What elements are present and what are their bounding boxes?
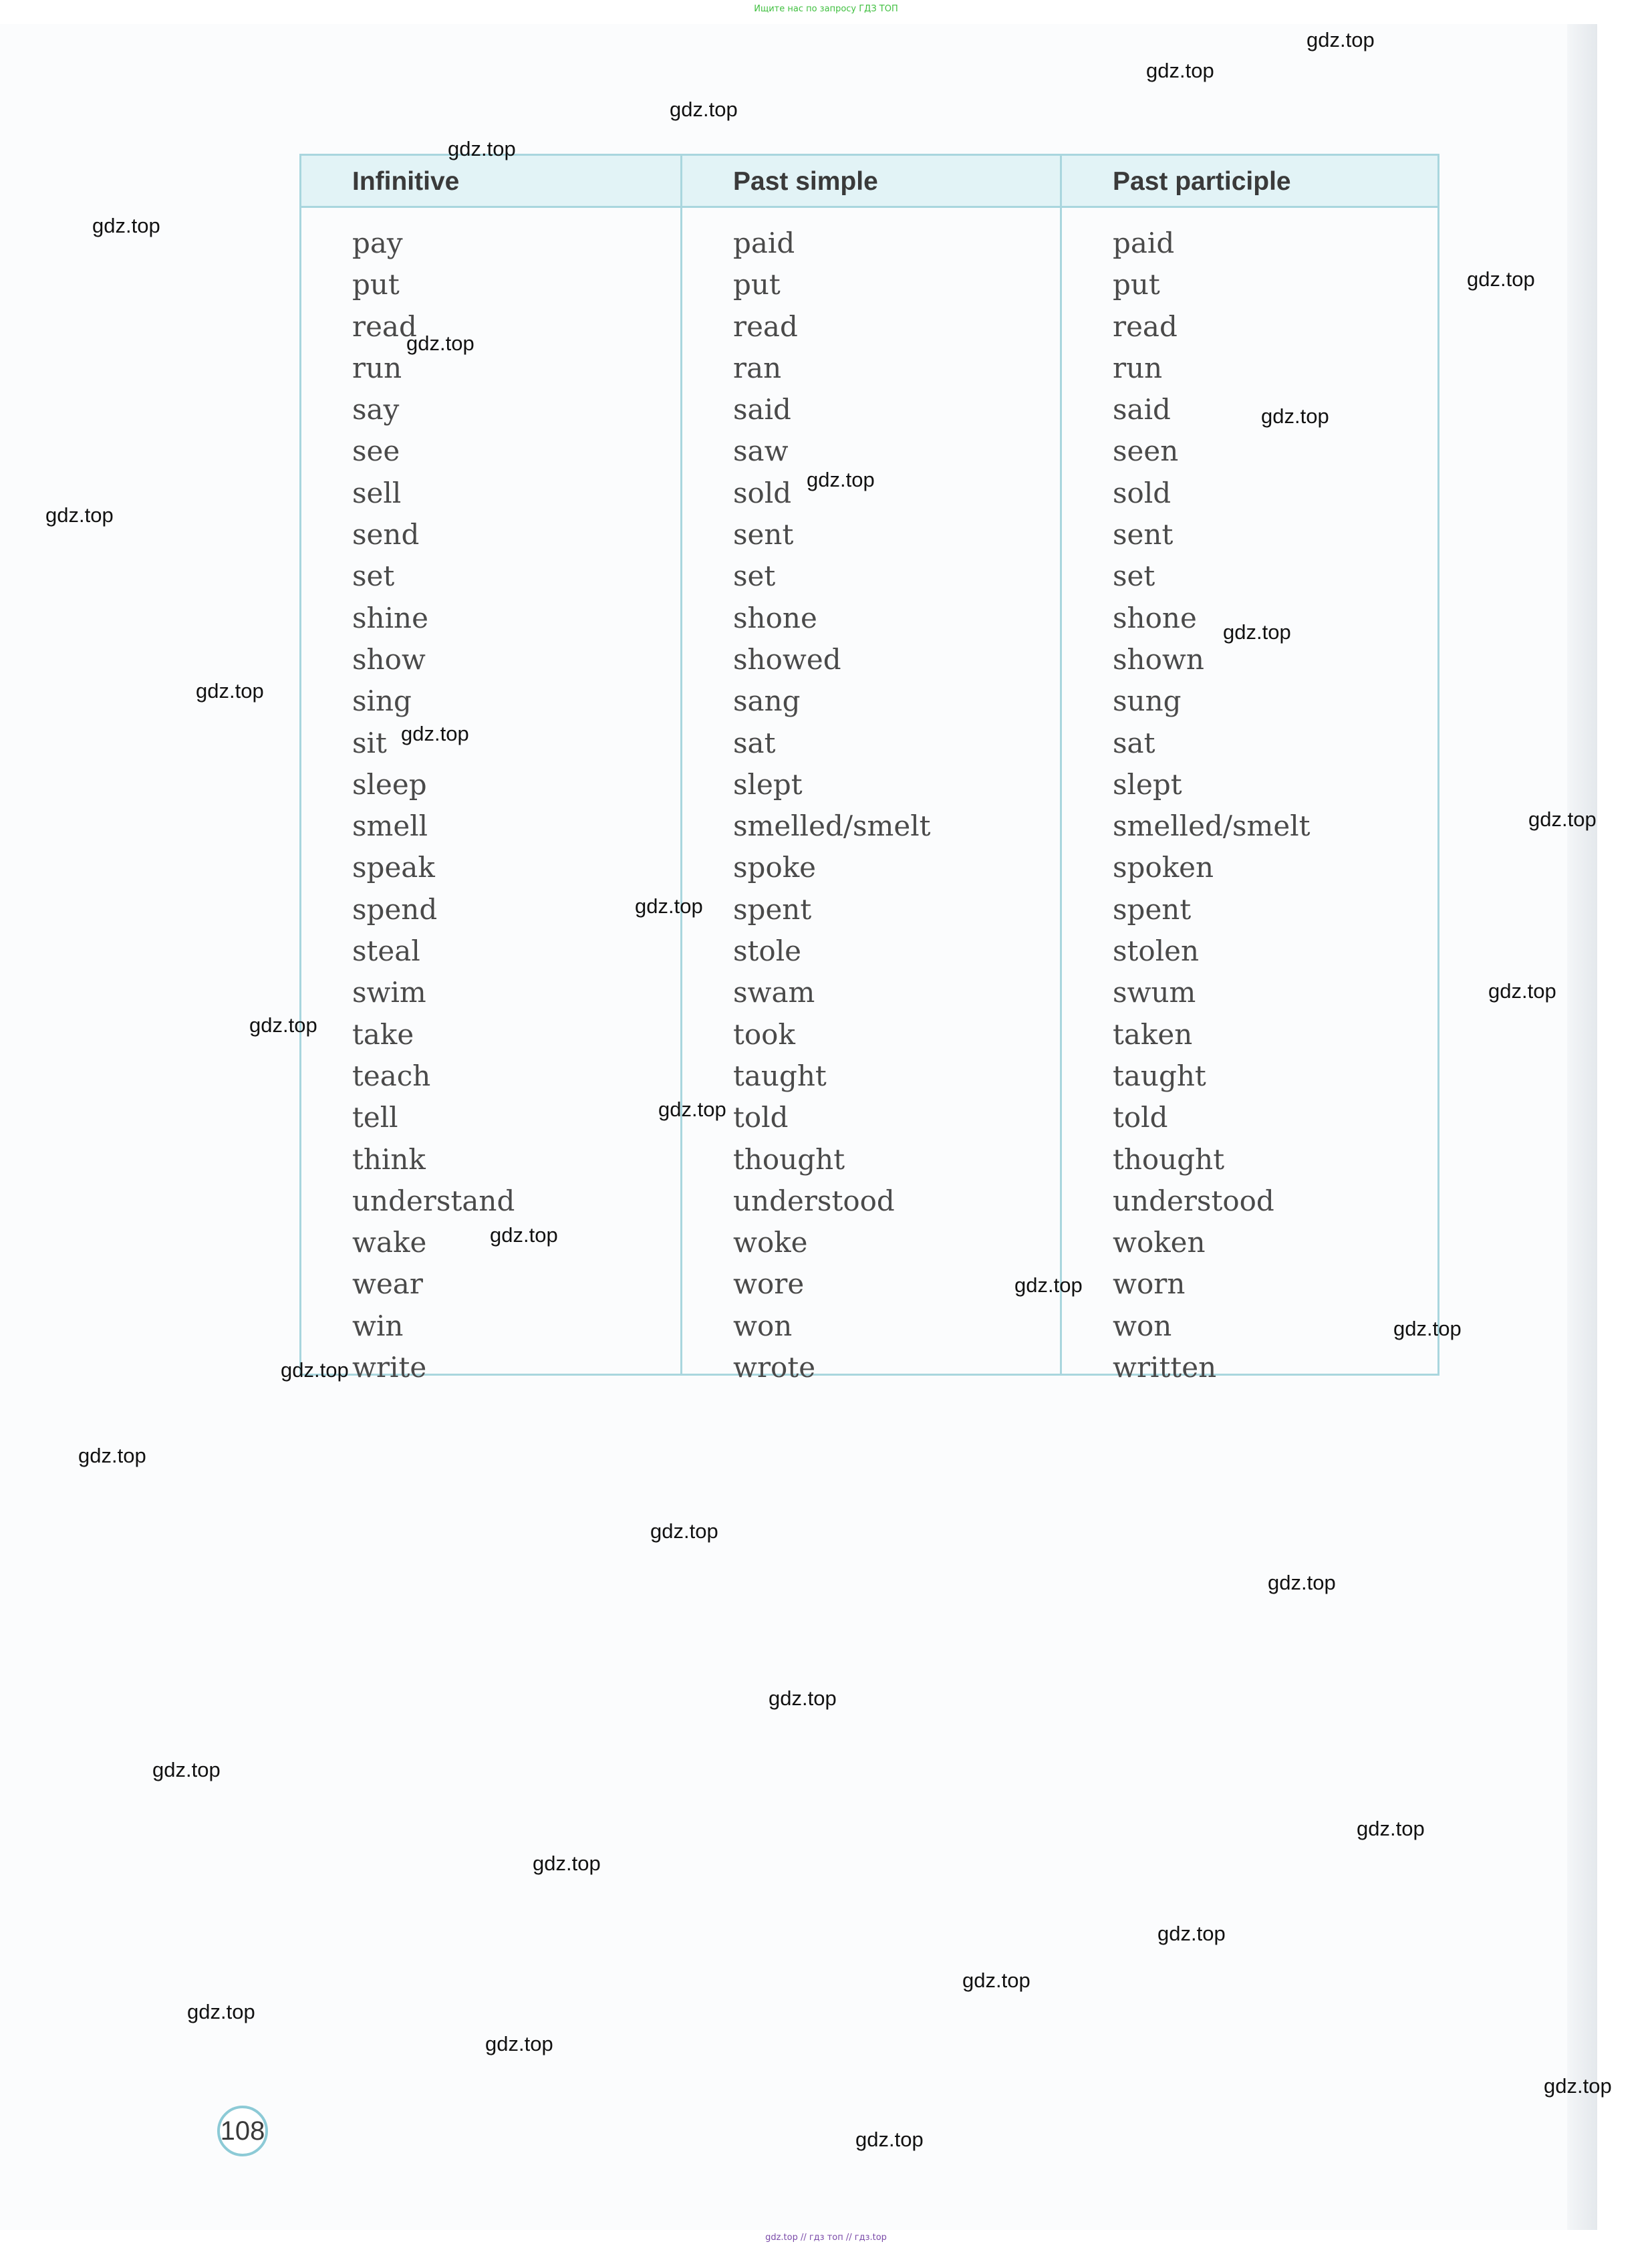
header-infinitive: Infinitive xyxy=(352,167,460,196)
table-cell: say xyxy=(352,393,400,426)
table-cell: shone xyxy=(1113,601,1197,634)
table-cell: taken xyxy=(1113,1017,1193,1051)
table-cell: send xyxy=(352,518,420,551)
table-cell: swum xyxy=(1113,976,1196,1009)
watermark-text: gdz.top xyxy=(1014,1273,1083,1297)
table-cell: wake xyxy=(352,1226,427,1259)
watermark-text: gdz.top xyxy=(45,503,114,527)
table-cell: run xyxy=(1113,351,1163,384)
watermark-text: gdz.top xyxy=(92,214,160,237)
table-cell: swam xyxy=(733,976,815,1009)
table-cell: teach xyxy=(352,1059,431,1092)
bottom-banner[interactable]: gdz.top // гдз топ // гдз.top xyxy=(765,2233,887,2243)
watermark-text: gdz.top xyxy=(635,894,703,918)
header-past-simple: Past simple xyxy=(733,167,878,196)
table-cell: set xyxy=(1113,559,1155,593)
table-cell: took xyxy=(733,1017,795,1051)
watermark-text: gdz.top xyxy=(1306,28,1375,51)
table-cell: write xyxy=(352,1351,427,1384)
watermark-text: gdz.top xyxy=(1357,1817,1425,1840)
watermark-text: gdz.top xyxy=(401,722,469,745)
table-cell: take xyxy=(352,1017,414,1051)
watermark-text: gdz.top xyxy=(533,1852,601,1875)
table-cell: wore xyxy=(733,1267,805,1301)
watermark-text: gdz.top xyxy=(1544,2074,1612,2098)
table-cell: told xyxy=(733,1101,789,1134)
watermark-text: gdz.top xyxy=(78,1444,146,1467)
table-cell: sent xyxy=(733,518,794,551)
table-cell: stolen xyxy=(1113,934,1200,968)
table-cell: wear xyxy=(352,1267,423,1301)
table-cell: tell xyxy=(352,1101,398,1134)
watermark-text: gdz.top xyxy=(1146,59,1214,82)
table-cell: sell xyxy=(352,476,402,509)
table-cell: sent xyxy=(1113,518,1174,551)
table-cell: smell xyxy=(352,809,428,843)
table-cell: shone xyxy=(733,601,817,634)
watermark-text: gdz.top xyxy=(448,137,516,160)
table-cell: showed xyxy=(733,642,841,676)
watermark-text: gdz.top xyxy=(1223,620,1291,644)
table-cell: slept xyxy=(1113,767,1182,801)
page-number: 108 xyxy=(217,2106,268,2156)
watermark-text: gdz.top xyxy=(490,1223,558,1247)
table-cell: set xyxy=(733,559,776,593)
table-cell: put xyxy=(1113,268,1160,301)
watermark-text: gdz.top xyxy=(281,1358,349,1382)
table-cell: show xyxy=(352,642,426,676)
table-cell: understood xyxy=(733,1184,895,1217)
table-cell: read xyxy=(733,309,798,343)
watermark-text: gdz.top xyxy=(658,1098,726,1121)
watermark-text: gdz.top xyxy=(485,2032,553,2055)
table-cell: woke xyxy=(733,1226,808,1259)
table-cell: sang xyxy=(733,684,801,718)
watermark-text: gdz.top xyxy=(196,679,264,703)
table-cell: run xyxy=(352,351,402,384)
list-past-simple xyxy=(682,223,1060,1388)
table-cell: wrote xyxy=(733,1351,816,1384)
table-cell: told xyxy=(1113,1101,1168,1134)
table-cell: sold xyxy=(733,476,792,509)
table-cell: won xyxy=(1113,1309,1172,1342)
column-past-simple xyxy=(680,156,1060,1384)
watermark-text: gdz.top xyxy=(1528,807,1597,831)
column-past-participle xyxy=(1060,156,1437,1384)
table-cell: smelled/smelt xyxy=(733,809,931,843)
list-past-participle xyxy=(1062,223,1437,1388)
table-cell: sing xyxy=(352,684,412,718)
table-cell: shine xyxy=(352,601,428,634)
table-cell: slept xyxy=(733,767,803,801)
table-cell: woken xyxy=(1113,1226,1206,1259)
table-cell: set xyxy=(352,559,395,593)
table-cell: pay xyxy=(352,227,403,259)
table-cell: steal xyxy=(352,934,420,968)
table-cell: see xyxy=(352,434,400,468)
watermark-text: gdz.top xyxy=(152,1758,221,1781)
table-cell: spoken xyxy=(1113,851,1214,884)
watermark-text: gdz.top xyxy=(769,1686,837,1710)
watermark-text: gdz.top xyxy=(187,2000,255,2023)
table-cell: understood xyxy=(1113,1184,1274,1217)
table-cell: written xyxy=(1113,1351,1217,1384)
table-cell: think xyxy=(352,1142,426,1176)
watermark-text: gdz.top xyxy=(650,1519,718,1543)
table-cell: said xyxy=(733,393,791,426)
page-edge-shadow xyxy=(1567,24,1597,2230)
table-cell: said xyxy=(1113,393,1171,426)
table-cell: read xyxy=(1113,309,1178,343)
table-cell: seen xyxy=(1113,434,1179,468)
table-cell: stole xyxy=(733,934,802,968)
table-cell: put xyxy=(352,268,400,301)
watermark-text: gdz.top xyxy=(962,1969,1030,1992)
table-cell: ran xyxy=(733,351,782,384)
watermark-text: gdz.top xyxy=(1488,979,1556,1003)
table-cell: taught xyxy=(1113,1059,1206,1092)
table-cell: saw xyxy=(733,434,789,468)
table-cell: smelled/smelt xyxy=(1113,809,1311,843)
table-cell: read xyxy=(352,309,417,343)
top-banner[interactable]: Ищите нас по запросу ГДЗ ТОП xyxy=(754,4,898,14)
watermark-text: gdz.top xyxy=(249,1013,317,1037)
watermark-text: gdz.top xyxy=(1261,404,1329,428)
table-cell: shown xyxy=(1113,642,1204,676)
table-cell: spend xyxy=(352,892,438,926)
table-cell: paid xyxy=(733,227,795,259)
table-cell: swim xyxy=(352,976,426,1009)
table-cell: speak xyxy=(352,851,435,884)
table-cell: thought xyxy=(733,1142,845,1176)
watermark-text: gdz.top xyxy=(807,468,875,491)
watermark-text: gdz.top xyxy=(1467,267,1535,291)
table-cell: win xyxy=(352,1309,404,1342)
watermark-text: gdz.top xyxy=(1393,1317,1462,1340)
table-cell: paid xyxy=(1113,227,1175,259)
watermark-text: gdz.top xyxy=(1268,1571,1336,1594)
watermark-text: gdz.top xyxy=(1157,1922,1226,1945)
table-cell: sleep xyxy=(352,767,427,801)
table-cell: won xyxy=(733,1309,793,1342)
table-cell: sold xyxy=(1113,476,1172,509)
table-cell: sit xyxy=(352,726,387,759)
table-cell: sung xyxy=(1113,684,1182,718)
table-cell: put xyxy=(733,268,781,301)
list-infinitive xyxy=(301,223,680,1388)
header-past-participle: Past participle xyxy=(1113,167,1291,196)
table-cell: spoke xyxy=(733,851,817,884)
table-cell: spent xyxy=(733,892,812,926)
watermark-text: gdz.top xyxy=(670,98,738,121)
table-cell: taught xyxy=(733,1059,827,1092)
table-cell: sat xyxy=(1113,726,1155,759)
table-cell: thought xyxy=(1113,1142,1225,1176)
table-cell: worn xyxy=(1113,1267,1186,1301)
table-cell: spent xyxy=(1113,892,1192,926)
watermark-text: gdz.top xyxy=(855,2128,924,2151)
table-cell: sat xyxy=(733,726,776,759)
table-cell: understand xyxy=(352,1184,515,1217)
watermark-text: gdz.top xyxy=(406,332,474,355)
